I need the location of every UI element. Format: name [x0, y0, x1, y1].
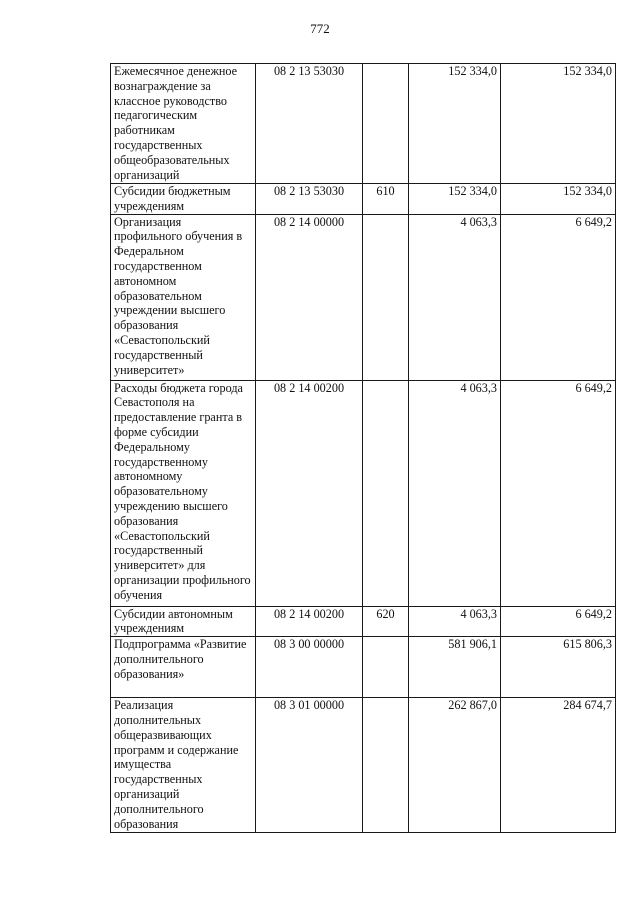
table-row	[111, 698, 616, 833]
row-name-cell: Расходы бюджета города Севастополя на предоставление гранта в форме субсидии Федеральному государственному автономному образовательному учреждению высшего образования «Севастопольский государственный университет» для организации профильного обучения	[111, 380, 256, 606]
row-code-cell: 08 2 13 53030	[256, 64, 363, 184]
row-name-cell: Подпрограмма «Развитие дополнительного образования»	[111, 637, 256, 698]
table-row	[111, 637, 616, 698]
row-value1-cell: 262 867,0	[409, 698, 501, 833]
row-name-cell: Субсидии бюджетным учреждениям	[111, 184, 256, 215]
row-value1-cell: 581 906,1	[409, 637, 501, 698]
budget-table	[110, 63, 616, 833]
page-number: 772	[310, 21, 330, 36]
table-row	[111, 606, 616, 637]
row-type-cell	[363, 637, 409, 698]
row-code-cell: 08 3 00 00000	[256, 637, 363, 698]
table-row	[111, 214, 616, 380]
row-name-cell: Субсидии автономным учреждениям	[111, 606, 256, 637]
row-value1-cell: 152 334,0	[409, 184, 501, 215]
row-type-cell	[363, 214, 409, 380]
row-value2-cell: 152 334,0	[501, 184, 616, 215]
row-code-cell: 08 2 13 53030	[256, 184, 363, 215]
row-type-cell: 620	[363, 606, 409, 637]
row-value2-cell: 284 674,7	[501, 698, 616, 833]
row-type-cell	[363, 698, 409, 833]
row-value2-cell: 152 334,0	[501, 64, 616, 184]
row-code-cell: 08 2 14 00000	[256, 214, 363, 380]
row-value1-cell: 4 063,3	[409, 380, 501, 606]
row-type-cell: 610	[363, 184, 409, 215]
row-name-cell: Ежемесячное денежное вознаграждение за классное руководство педагогическим работникам государственных общеобразовательных организаций	[111, 64, 256, 184]
table-row	[111, 184, 616, 215]
row-value2-cell: 6 649,2	[501, 380, 616, 606]
row-value1-cell: 152 334,0	[409, 64, 501, 184]
row-type-cell	[363, 380, 409, 606]
table-row	[111, 380, 616, 606]
row-value2-cell: 615 806,3	[501, 637, 616, 698]
row-code-cell: 08 2 14 00200	[256, 606, 363, 637]
row-code-cell: 08 3 01 00000	[256, 698, 363, 833]
row-name-cell: Реализация дополнительных общеразвивающих программ и содержание имущества государственных организаций дополнительного образования	[111, 698, 256, 833]
row-code-cell: 08 2 14 00200	[256, 380, 363, 606]
row-name-cell: Организация профильного обучения в Федеральном государственном автономном образовательном учреждении высшего образования «Севастопольский государственный университет»	[111, 214, 256, 380]
row-type-cell	[363, 64, 409, 184]
row-value1-cell: 4 063,3	[409, 214, 501, 380]
row-value1-cell: 4 063,3	[409, 606, 501, 637]
row-value2-cell: 6 649,2	[501, 606, 616, 637]
table-row	[111, 64, 616, 184]
row-value2-cell: 6 649,2	[501, 214, 616, 380]
